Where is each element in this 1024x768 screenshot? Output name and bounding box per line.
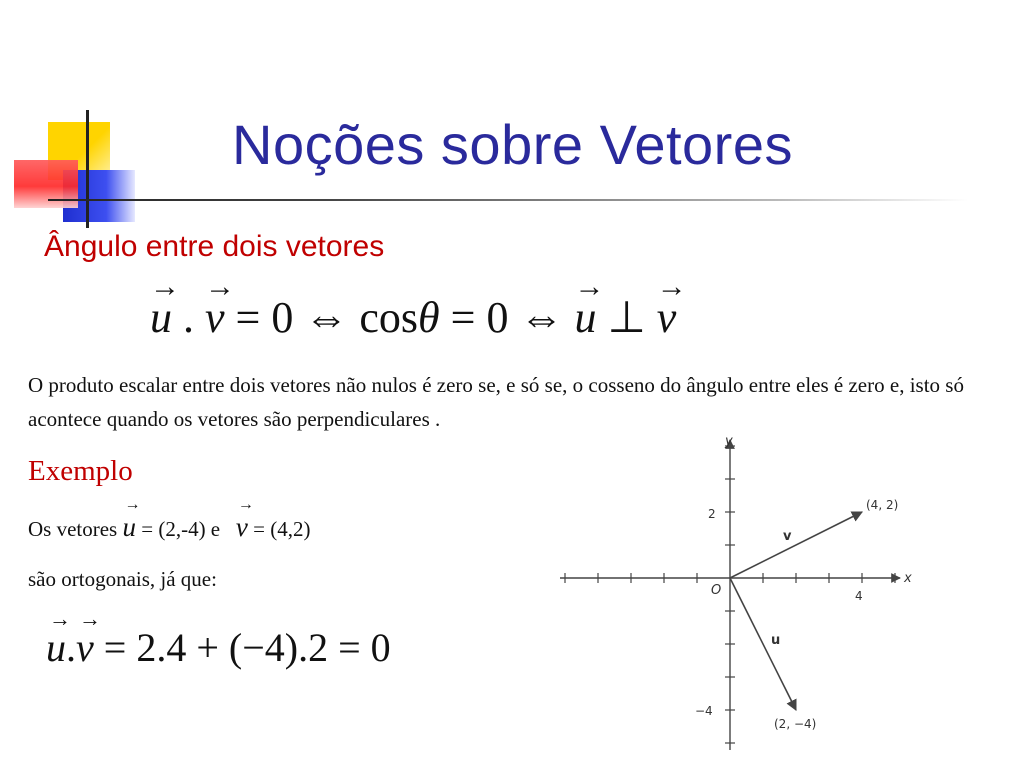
- origin-label: O: [711, 583, 722, 598]
- example-conclusion-line: são ortogonais, já que:: [28, 567, 217, 591]
- arrow-icon: →: [124, 496, 141, 513]
- dot-symbol: .: [66, 625, 76, 670]
- y-axis-label: y: [725, 434, 733, 449]
- x-axis-label: x: [904, 571, 912, 586]
- perpendicular-symbol: ⊥: [607, 293, 646, 342]
- vector-v: [205, 270, 235, 343]
- iff-symbol: ⇔: [519, 293, 564, 342]
- vector-u: [574, 270, 605, 343]
- equals-zero: = 0: [235, 293, 294, 342]
- dot-product-equation: [46, 606, 391, 671]
- explanation-paragraph: O produto escalar entre dois vetores não nulos é zero se, e só se, o cosseno do ângulo entre eles é zero e, isto só acontece quando os vetores são perpendiculares .: [28, 373, 964, 431]
- vector-u: [150, 270, 180, 343]
- v-value: = (4,2): [253, 517, 311, 541]
- arrow-icon: →: [237, 496, 254, 513]
- equals-zero: = 0: [450, 293, 509, 342]
- vector-v: [76, 606, 101, 671]
- v-symbol: v: [76, 625, 94, 670]
- cos-text: cos: [359, 293, 419, 342]
- vector-v: [656, 270, 687, 343]
- example-heading: Exemplo: [28, 455, 133, 487]
- theta-symbol: θ: [418, 293, 440, 342]
- u-symbol: u: [150, 293, 172, 342]
- vector-v-arrow: [730, 512, 862, 578]
- vector-v-name: v: [783, 529, 792, 544]
- u-symbol: u: [122, 512, 136, 542]
- vector-v: [235, 496, 254, 543]
- vector-v-point-label: (4, 2): [866, 498, 899, 512]
- y-tick-label-positive: 2: [708, 507, 716, 521]
- arrow-icon: →: [656, 270, 687, 303]
- v-symbol: v: [235, 512, 248, 542]
- slide-title: Noções sobre Vetores: [232, 113, 793, 176]
- equation-rhs: = 2.4 + (−4).2 = 0: [103, 625, 391, 670]
- arrow-icon: →: [150, 270, 180, 303]
- v-symbol: v: [656, 293, 677, 342]
- iff-symbol: ⇔: [304, 293, 349, 342]
- graph-axes: [560, 440, 900, 750]
- vector-u: [46, 606, 71, 671]
- title-divider: [48, 199, 968, 201]
- logo-vertical-line: [86, 110, 89, 228]
- vector-u: [122, 496, 141, 543]
- vector-graph: [555, 432, 925, 762]
- arrow-icon: →: [79, 606, 101, 631]
- x-tick-label: 4: [855, 589, 863, 603]
- arrow-icon: →: [205, 270, 235, 303]
- dot-symbol: .: [183, 293, 194, 342]
- vector-u-name: u: [771, 633, 781, 648]
- example-prefix: Os vetores: [28, 517, 118, 541]
- arrow-icon: →: [574, 270, 605, 303]
- v-symbol: v: [205, 293, 225, 342]
- vector-u-point-label: (2, −4): [774, 717, 817, 731]
- orthogonality-equation: [150, 270, 687, 343]
- y-tick-label-negative: −4: [695, 704, 713, 718]
- section-subtitle: Ângulo entre dois vetores: [44, 230, 385, 263]
- u-value: = (2,-4) e: [141, 517, 221, 541]
- vector-u-arrow: [730, 578, 796, 710]
- u-symbol: u: [574, 293, 597, 342]
- u-symbol: u: [46, 625, 66, 670]
- arrow-icon: →: [49, 606, 71, 631]
- example-vectors-line: [28, 496, 311, 543]
